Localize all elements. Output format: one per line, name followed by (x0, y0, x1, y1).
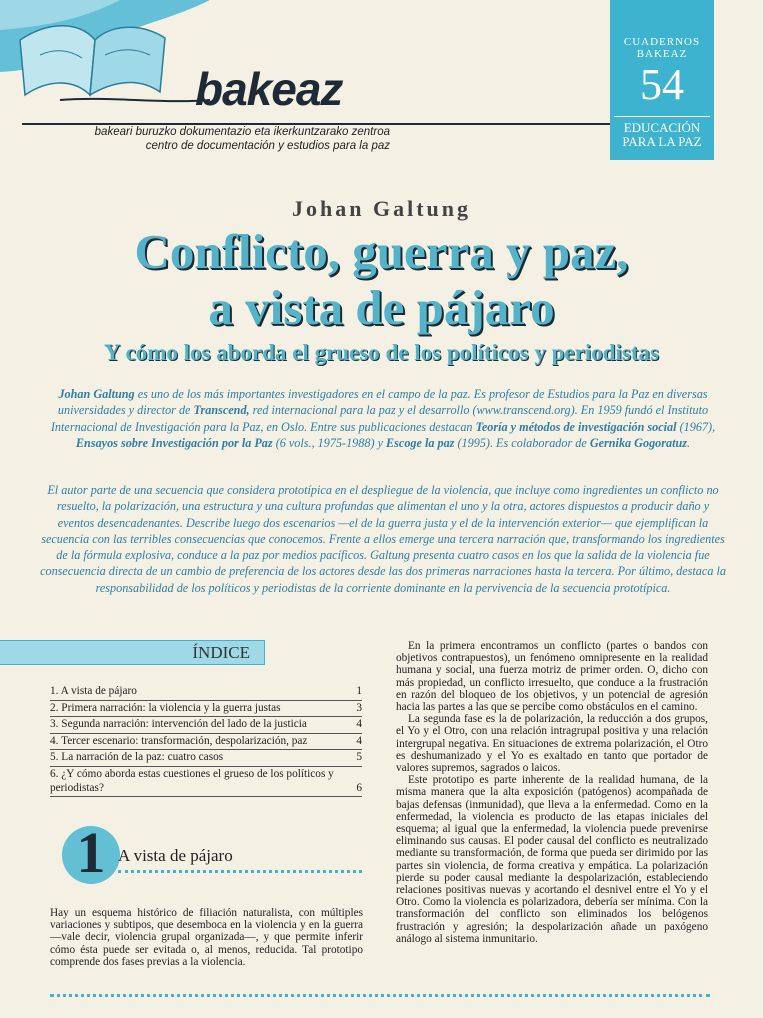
section-title: A vista de pájaro (118, 846, 233, 865)
index-item[interactable] (50, 701, 362, 718)
index-item-label: 1. A vista de pájaro (50, 685, 137, 697)
index-item-page: 3 (356, 701, 362, 714)
author-bio (38, 386, 728, 451)
issue-number: 54 (640, 60, 684, 109)
title-line-2: a vista de pájaro (208, 280, 555, 335)
index-item-page: 4 (356, 718, 362, 731)
bio-name: Johan Galtung (58, 387, 135, 401)
abstract: El autor parte de una secuencia que considera prototípica en el despliegue de la violencia, que incluye como ingredientes un conflicto no resuelto, la polarización, una estructura y una cultura profundas que alimentan el uno y la otra, actores dispuestos a producir daño y eventos desencadenantes. Describe luego dos escenarios —el de la guerra justa y el de la intervención exterior— que ejemplifican la secuencia con las terribles consecuencias que conocemos. Frente a ellos emerge una tercera narración que, transformando los ingredientes de la fórmula explosiva, conduce a la paz por medios pacíficos. Galtung presenta cuatro casos en los que la salida de la violencia fue consecuencia directa de un cambio de preferencia de los actores desde las dos primeras narraciones hasta la tercera. Por último, destaca la responsabilidad de los políticos y periodistas de la corriente dominante en la pervivencia de la secuencia prototípica. (40, 483, 726, 595)
section-number: 1 (76, 820, 106, 885)
body-paragraph: Este prototipo es parte inherente de la realidad humana, de la misma manera que la alta exposición (patógenos) acompañada de bajas defensas (inmunidad), que lleva a la enfermedad. Como en la enfermedad, la violencia es producto de las etapas iniciales del esquema; al igual que la enfermedad, la violencia puede prevenirse eliminando sus causas. El poder causal del conflicto es neutralizado mediante su transformación, de forma que pueda ser dirimido por las partes sin violencia, de forma creativa y empática. La polarización pierde su poder causal mediante la despolarización, estableciendo relaciones positivas nuevas y acortando el desnivel entre el Yo y el Otro. Como la violencia es polarizadora, debería ser mínima. Con la transformación del conflicto son eliminados los belógenos frustración y agresión; la despolarización añade un paxógeno análogo al sistema inmunitario. (396, 774, 708, 945)
index-item-page: 5 (356, 751, 362, 764)
bottom-dotted-rule (50, 994, 710, 997)
series-name: CUADERNOS BAKEAZ (623, 36, 701, 60)
series-box (610, 0, 714, 160)
index-item[interactable] (50, 767, 362, 797)
index-item[interactable] (50, 684, 362, 701)
index-item-page: 1 (356, 685, 362, 697)
bio-text: es uno de los más importantes investigadores en el campo de la paz. Es profesor de Estudios para la Paz en diversas universidades y director de (57, 387, 708, 418)
index-item-label: 5. La narración de la paz: cuatro casos (50, 751, 224, 764)
index-item[interactable] (50, 734, 362, 751)
header-divider (22, 123, 617, 125)
section-dotted-rule (118, 870, 362, 873)
tagline-basque: bakeari buruzko dokumentazio eta ikerkuntzarako zentroa (94, 126, 390, 138)
index-item-label: 6. ¿Y cómo aborda estas cuestiones el grueso de los políticos y periodistas? (50, 767, 334, 794)
author-name: Johan Galtung (292, 196, 471, 221)
body-paragraph: La segunda fase es la de polarización, la reducción a dos grupos, el Yo y el Otro, con una relación intragrupal positiva y una relación intergrupal negativa. En situaciones de extrema polarización, el Otro es deshumanizado y el Yo es exaltado en tanto que portador de valores supremos, sagrados o laicos. (396, 713, 708, 775)
bio-book: Ensayos sobre Investigación por la Paz (75, 435, 273, 450)
index-heading: ÍNDICE (0, 640, 265, 665)
bio-text: (1995). Es colaborador de (454, 435, 590, 450)
bio-org: Transcend, (193, 403, 250, 418)
series-area: EDUCACIÓN PARA LA PAZ (622, 120, 702, 149)
bio-text: . (687, 435, 691, 450)
title-line-1: Conflicto, guerra y paz, (134, 224, 629, 279)
bio-text: (6 vols., 1975-1988) y (272, 435, 387, 450)
index-item-label: 3. Segunda narración: intervención del lado de la justicia (50, 718, 307, 731)
bio-book: Escoge la paz (386, 435, 455, 450)
body-paragraph-left: Hay un esquema histórico de filiación naturalista, con múltiples variaciones y subtipos, que desemboca en la violencia y en la guerra —vale decir, violencia grupal organizada—, y que permite inferir cómo ésta puede ser evitada o, al menos, reducida. Tal prototipo comprende dos fases previas a la violencia. (50, 907, 363, 968)
index-item-page: 6 (356, 781, 362, 794)
series-divider (614, 116, 710, 117)
index-list (50, 684, 362, 797)
tagline-spanish: centro de documentación y estudios para la paz (145, 140, 390, 152)
index-item[interactable] (50, 717, 362, 734)
index-item-page: 4 (356, 734, 362, 747)
index-item-label: 2. Primera narración: la violencia y la guerra justas (50, 701, 281, 714)
index-item[interactable] (50, 750, 362, 767)
subtitle: Y cómo los aborda el grueso de los políticos y periodistas (104, 340, 659, 365)
bio-book: Teoría y métodos de investigación social (475, 419, 677, 434)
bio-collab: Gernika Gogoratuz (589, 435, 688, 450)
brand-logo: bakeaz (195, 63, 343, 115)
index-item-label: 4. Tercer escenario: transformación, despolarización, paz (50, 734, 308, 747)
bio-text: red internacional para la paz y el desarrollo (www.transcend.org). En 1959 fundó el Instituto Internacional de Investigación para la Paz, en Oslo. Entre sus publicaciones destacan (50, 403, 709, 434)
bio-text: (1967), (676, 419, 716, 434)
body-column-right (396, 640, 708, 945)
body-paragraph: En la primera encontramos un conflicto (partes o bandos con objetivos contrapuestos), un fenómeno omnipresente en la realidad humana y social, una fuerza motriz de primer orden. O, dicho con más propiedad, un conflicto irresuelto, que conduce a la frustración en razón del bloqueo de los objetivos, y un potencial de agresión hacia las partes a las que se percibe como obstáculos en el camino. (396, 640, 708, 714)
